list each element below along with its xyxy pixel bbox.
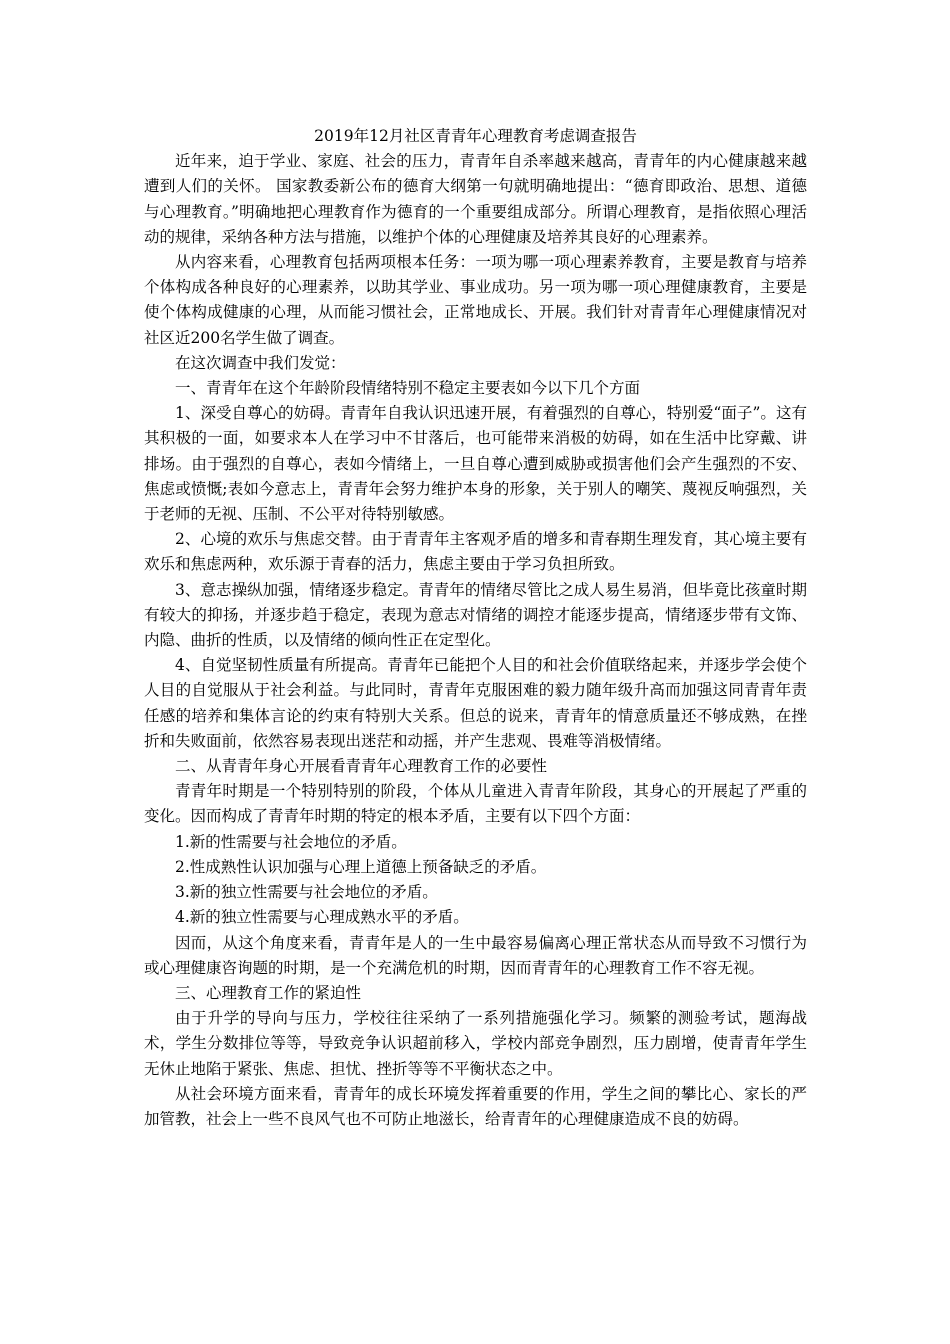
paragraph-item-4: 4、自觉坚韧性质量有所提高。青青年已能把个人目的和社会价值联络起来，并逐步学会使个人目的自觉服从于社会利益。与此同时，青青年克服困难的毅力随年级升高而加强这同青青年责任感的培养和集体言论的约束有特别大关系。但总的说来，青青年的情意质量还不够成熟，在挫折和失败面前，依然容易表现出迷茫和动摇，并产生悲观、畏难等消极情绪。 bbox=[144, 656, 807, 750]
section-heading-2: 二、从青青年身心开展看青青年心理教育工作的必要性 bbox=[175, 757, 548, 776]
paragraph-item-3: 3、意志操纵加强，情绪逐步稳定。青青年的情绪尽管比之成人易生易消，但毕竟比孩童时期有较大的抑扬，并逐步趋于稳定，表现为意志对情绪的调控才能逐步提高，情绪逐步带有文饰、内隐、曲折的性质，以及情绪的倾向性正在定型化。 bbox=[144, 580, 807, 650]
document-page bbox=[144, 124, 807, 1132]
paragraph-item-1: 1、深受自尊心的妨碍。青青年自我认识迅速开展，有着强烈的自尊心，特别爱“面子”。这有其积极的一面，如要求本人在学习中不甘落后，也可能带来消极的妨碍，如在生活中比穿戴、讲排场。由于强烈的自尊心，表如今情绪上，一旦自尊心遭到威胁或损害他们会产生强烈的不安、焦虑或愤慨;表如今意志上，青青年会努力维护本身的形象，关于别人的嘲笑、蔑视反响强烈，关于老师的无视、压制、不公平对待特别敏感。 bbox=[144, 404, 807, 524]
paragraph-intro: 近年来，迫于学业、家庭、社会的压力，青青年自杀率越来越高，青青年的内心健康越来越遭到人们的关怀。 国家教委新公布的德育大纲第一句就明确地提出：“德育即政治、思想、道德与心理教育。”明确地把心理教育作为德育的一个重要组成部分。所谓心理教育，是指依照心理活动的规律，采纳各种方法与措施，以维护个体的心理健康及培养其良好的心理素养。 bbox=[144, 152, 807, 246]
list-item-contradiction-3: 3.新的独立性需要与社会地位的矛盾。 bbox=[175, 883, 438, 902]
list-item-contradiction-4: 4.新的独立性需要与心理成熟水平的矛盾。 bbox=[175, 908, 469, 927]
list-item-contradiction-2: 2.性成熟性认识加强与心理上道德上预备缺乏的矛盾。 bbox=[175, 857, 547, 876]
paragraph-conclusion-2: 因而，从这个角度来看，青青年是人的一生中最容易偏离心理正常状态从而导致不习惯行为或心理健康咨询题的时期，是一个充满危机的时期，因而青青年的心理教育工作不容无视。 bbox=[144, 933, 807, 977]
document-title: 2019年12月社区青青年心理教育考虑调查报告 bbox=[314, 127, 637, 145]
paragraph-social-environment: 从社会环境方面来看，青青年的成长环境发挥着重要的作用，学生之间的攀比心、家长的严加管教，社会上一些不良风气也不可防止地滋长，给青青年的心理健康造成不良的妨碍。 bbox=[144, 1084, 807, 1128]
paragraph-item-2: 2、心境的欢乐与焦虑交替。由于青青年主客观矛盾的增多和青春期生理发育，其心境主要有欢乐和焦虑两种，欢乐源于青春的活力，焦虑主要由于学习负担所致。 bbox=[144, 530, 807, 574]
paragraph-findings-lead: 在这次调查中我们发觉： bbox=[175, 353, 346, 372]
paragraph-contradictions-lead: 青青年时期是一个特别特别的阶段，个体从儿童进入青青年阶段，其身心的开展起了严重的变化。因而构成了青青年时期的特定的根本矛盾，主要有以下四个方面： bbox=[144, 782, 807, 826]
paragraph-content-tasks: 从内容来看，心理教育包括两项根本任务：一项为哪一项心理素养教育，主要是教育与培养个体构成各种良好的心理素养，以助其学业、事业成功。另一项为哪一项心理健康教育，主要是使个体构成健康的心理，从而能习惯社会，正常地成长、开展。我们针对青青年心理健康情况对社区近200名学生做了调查。 bbox=[144, 253, 807, 347]
section-heading-3: 三、心理教育工作的紧迫性 bbox=[175, 983, 362, 1002]
paragraph-school-pressure: 由于升学的导向与压力，学校往往采纳了一系列措施强化学习。频繁的测验考试，题海战术，学生分数排位等等，导致竞争认识超前移入，学校内部竞争剧烈，压力剧增，使青青年学生无休止地陷于紧张、焦虑、担忧、挫折等等不平衡状态之中。 bbox=[144, 1009, 807, 1078]
section-heading-1: 一、青青年在这个年龄阶段情绪特别不稳定主要表如今以下几个方面 bbox=[175, 379, 641, 398]
list-item-contradiction-1: 1.新的性需要与社会地位的矛盾。 bbox=[175, 832, 407, 851]
